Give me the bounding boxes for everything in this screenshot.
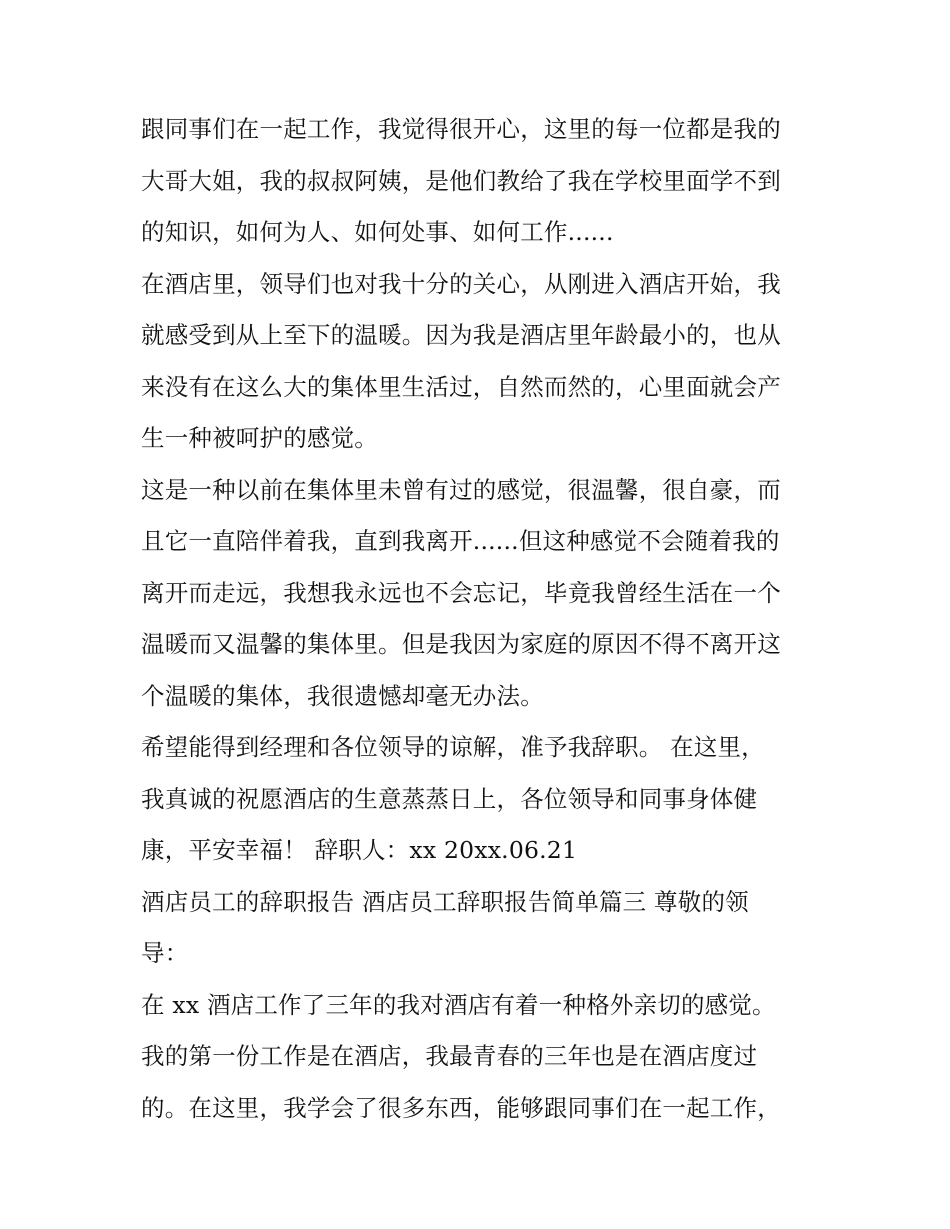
text-line: 在 xx 酒店工作了三年的我对酒店有着一种格外亲切的感觉。 xyxy=(141,991,776,1019)
text-line: 大哥大姐，我的叔叔阿姨，是他们教给了我在学校里面学不到 xyxy=(141,167,781,195)
text-line: 跟同事们在一起工作，我觉得很开心，这里的每一位都是我的 xyxy=(141,115,781,143)
text-line: 我的第一份工作是在酒店，我最青春的三年也是在酒店度过 xyxy=(141,1042,758,1070)
text-line: 酒店员工的辞职报告 酒店员工辞职报告简单篇三 尊敬的领 xyxy=(141,888,749,916)
text-line: 生一种被呵护的感觉。 xyxy=(141,424,378,452)
text-line: 温暖而又温馨的集体里。但是我因为家庭的原因不得不离开这 xyxy=(141,630,781,658)
text-line: 离开而走远，我想我永远也不会忘记，毕竟我曾经生活在一个 xyxy=(141,579,781,607)
text-line: 来没有在这么大的集体里生活过，自然而然的，心里面就会产 xyxy=(141,373,781,401)
text-line: 个温暖的集体，我很遗憾却毫无办法。 xyxy=(141,682,544,710)
text-line: 就感受到从上至下的温暖。因为我是酒店里年龄最小的，也从 xyxy=(141,321,781,349)
text-line: 导： xyxy=(141,939,189,967)
text-line: 这是一种以前在集体里未曾有过的感觉，很温馨，很自豪，而 xyxy=(141,476,781,504)
text-line: 我真诚的祝愿酒店的生意蒸蒸日上，各位领导和同事身体健 xyxy=(141,785,758,813)
text-line: 的。在这里，我学会了很多东西，能够跟同事们在一起工作， xyxy=(141,1094,781,1122)
text-line: 在酒店里，领导们也对我十分的关心，从刚进入酒店开始，我 xyxy=(141,270,781,298)
text-line: 康，平安幸福！ 辞职人：xx 20xx.06.21 xyxy=(141,836,578,864)
text-line: 希望能得到经理和各位领导的谅解，准予我辞职。 在这里， xyxy=(141,733,765,761)
text-line: 的知识，如何为人、如何处事、如何工作...... xyxy=(141,218,614,246)
text-line: 且它一直陪伴着我，直到我离开......但这种感觉不会随着我的 xyxy=(141,527,780,555)
